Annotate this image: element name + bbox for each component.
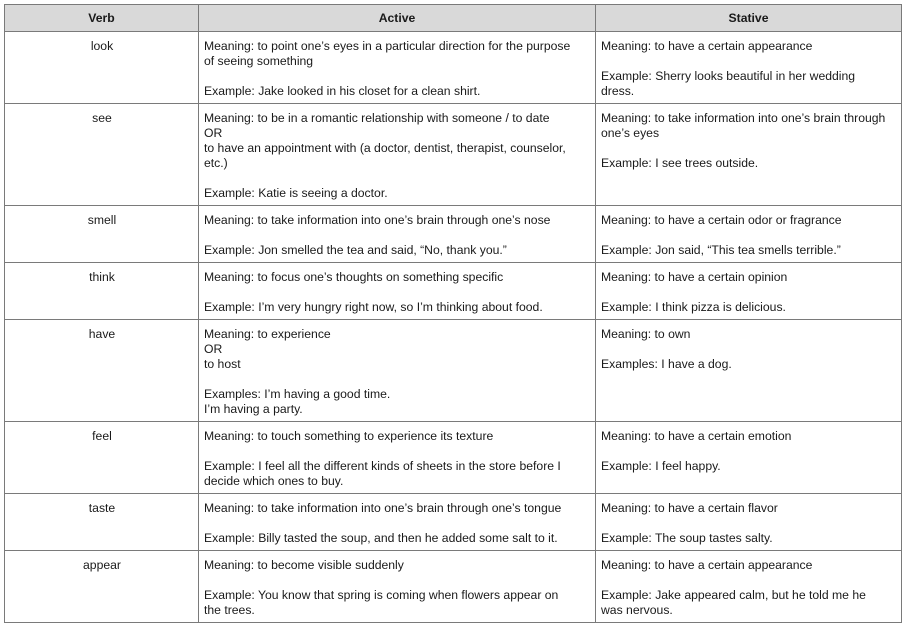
header-active: Active [199, 5, 596, 32]
stative-meaning: Meaning: to have a certain flavor [601, 501, 778, 515]
active-meaning: Meaning: to take information into one’s brain through one’s nose [204, 213, 551, 227]
active-cell [199, 494, 596, 551]
stative-meaning: Meaning: to have a certain appearance [601, 558, 813, 572]
active-cell [199, 320, 596, 422]
stative-cell [596, 104, 902, 206]
header-row [5, 5, 902, 32]
active-cell [199, 263, 596, 320]
stative-cell [596, 422, 902, 494]
verb-cell: look [5, 32, 199, 104]
active-meaning: Meaning: to touch something to experience its texture [204, 429, 494, 443]
active-meaning: Meaning: to experience OR to host [204, 327, 331, 371]
active-meaning: Meaning: to become visible suddenly [204, 558, 404, 572]
header-verb: Verb [5, 5, 199, 32]
verb-cell: taste [5, 494, 199, 551]
active-example: Example: Katie is seeing a doctor. [204, 186, 388, 200]
active-cell [199, 422, 596, 494]
stative-example: Example: Jake appeared calm, but he told me he was nervous. [601, 588, 866, 617]
verb-cell: appear [5, 551, 199, 623]
verb-cell: smell [5, 206, 199, 263]
active-example: Examples: I’m having a good time. I’m having a party. [204, 387, 391, 416]
verb-cell: have [5, 320, 199, 422]
stative-cell [596, 32, 902, 104]
verb-cell: think [5, 263, 199, 320]
stative-meaning: Meaning: to own [601, 327, 691, 341]
active-example: Example: Jon smelled the tea and said, “No, thank you.” [204, 243, 507, 257]
stative-cell [596, 320, 902, 422]
stative-meaning: Meaning: to take information into one’s brain through one’s eyes [601, 111, 886, 140]
active-example: Example: I feel all the different kinds of sheets in the store before I decide which ones to buy. [204, 459, 561, 488]
table-row [5, 32, 902, 104]
table-row [5, 263, 902, 320]
stative-cell [596, 263, 902, 320]
stative-meaning: Meaning: to have a certain emotion [601, 429, 792, 443]
active-meaning: Meaning: to point one’s eyes in a particular direction for the purpose of seeing something [204, 39, 571, 68]
stative-example: Example: Jon said, “This tea smells terrible.” [601, 243, 841, 257]
active-cell [199, 551, 596, 623]
table-row [5, 422, 902, 494]
active-meaning: Meaning: to focus one’s thoughts on something specific [204, 270, 504, 284]
stative-example: Example: The soup tastes salty. [601, 531, 773, 545]
stative-meaning: Meaning: to have a certain odor or fragrance [601, 213, 842, 227]
verb-table [4, 4, 902, 623]
stative-example: Examples: I have a dog. [601, 357, 732, 371]
stative-example: Example: I think pizza is delicious. [601, 300, 786, 314]
table-row [5, 320, 902, 422]
header-stative: Stative [596, 5, 902, 32]
active-cell [199, 104, 596, 206]
active-example: Example: Jake looked in his closet for a clean shirt. [204, 84, 481, 98]
active-meaning: Meaning: to be in a romantic relationship with someone / to date OR to have an appointment with (a doctor, dentist, therapist, counselor, etc.) [204, 111, 566, 170]
stative-cell [596, 494, 902, 551]
stative-cell [596, 551, 902, 623]
active-example: Example: Billy tasted the soup, and then he added some salt to it. [204, 531, 558, 545]
verb-cell: feel [5, 422, 199, 494]
active-meaning: Meaning: to take information into one’s brain through one’s tongue [204, 501, 562, 515]
active-cell [199, 32, 596, 104]
active-example: Example: You know that spring is coming when flowers appear on the trees. [204, 588, 559, 617]
stative-cell [596, 206, 902, 263]
active-cell [199, 206, 596, 263]
table-row [5, 104, 902, 206]
verb-cell: see [5, 104, 199, 206]
stative-meaning: Meaning: to have a certain appearance [601, 39, 813, 53]
stative-example: Example: I feel happy. [601, 459, 721, 473]
stative-example: Example: Sherry looks beautiful in her wedding dress. [601, 69, 856, 98]
table-row [5, 494, 902, 551]
stative-meaning: Meaning: to have a certain opinion [601, 270, 788, 284]
stative-example: Example: I see trees outside. [601, 156, 759, 170]
table-row [5, 206, 902, 263]
table-row [5, 551, 902, 623]
active-example: Example: I’m very hungry right now, so I’m thinking about food. [204, 300, 543, 314]
